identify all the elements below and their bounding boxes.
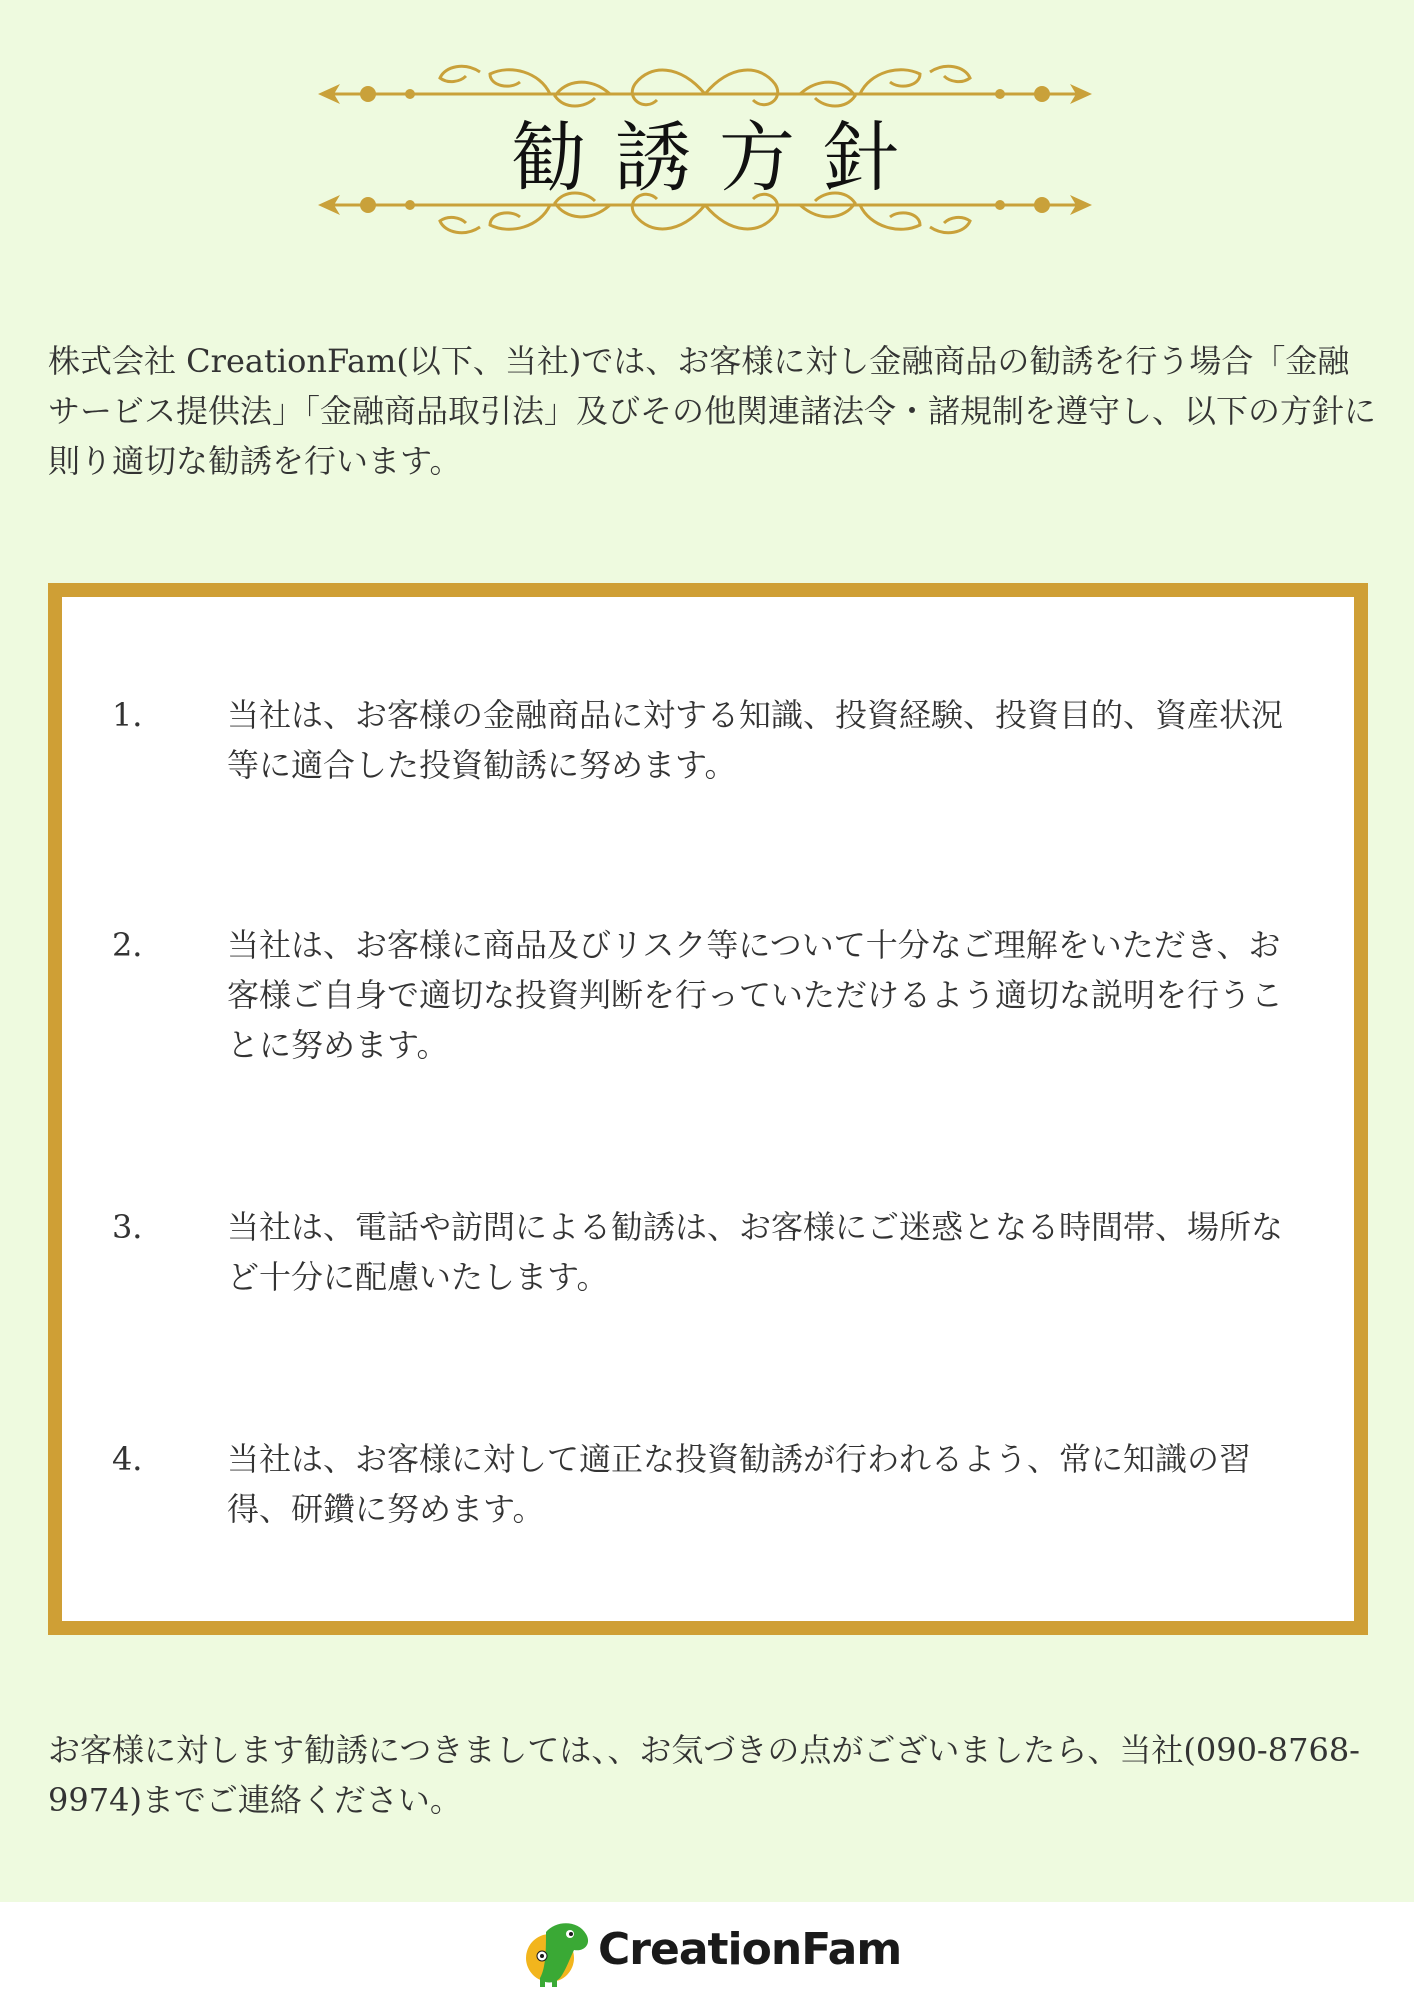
policy-item-1 [112,690,1312,790]
title-block [310,50,1100,250]
logo-text: CreationFam [598,1924,902,1975]
policy-text: 当社は、お客様の金融商品に対する知識、投資経験、投資目的、資産状況等に適合した投資勧誘に努めます。 [227,696,1284,784]
policy-number: 2． [112,926,165,964]
page-title: 勧誘方針 [511,113,927,202]
policy-text: 当社は、電話や訪問による勧誘は、お客様にご迷惑となる時間帯、場所など十分に配慮いたします。 [227,1208,1284,1296]
creationfam-mascot-icon [520,1918,592,1988]
policy-item-3 [112,1202,1312,1302]
policy-item-2 [112,920,1312,1070]
policy-text: 当社は、お客様に対して適正な投資勧誘が行われるよう、常に知識の習得、研鑽に努めます。 [227,1440,1252,1528]
policy-number: 3． [112,1208,165,1246]
closing-paragraph: お客様に対します勧誘につきましては、、お気づきの点がございましたら、当社(090-8768-9974)までご連絡ください。 [48,1731,1360,1819]
policy-box [48,583,1368,1635]
policy-text: 当社は、お客様に商品及びリスク等について十分なご理解をいただき、お客様ご自身で適切な投資判断を行っていただけるよう適切な説明を行うことに努めます。 [227,926,1284,1064]
footer [0,1902,1414,2000]
intro-paragraph: 株式会社 CreationFam(以下、当社)では、お客様に対し金融商品の勧誘を行う場合「金融サービス提供法」「金融商品取引法」及びその他関連諸法令・諸規制を遵守し、以下の方針に則り適切な勧誘を行います。 [48,342,1377,480]
policy-number: 1． [112,696,165,734]
policy-number: 4． [112,1440,165,1478]
policy-item-4 [112,1434,1312,1534]
